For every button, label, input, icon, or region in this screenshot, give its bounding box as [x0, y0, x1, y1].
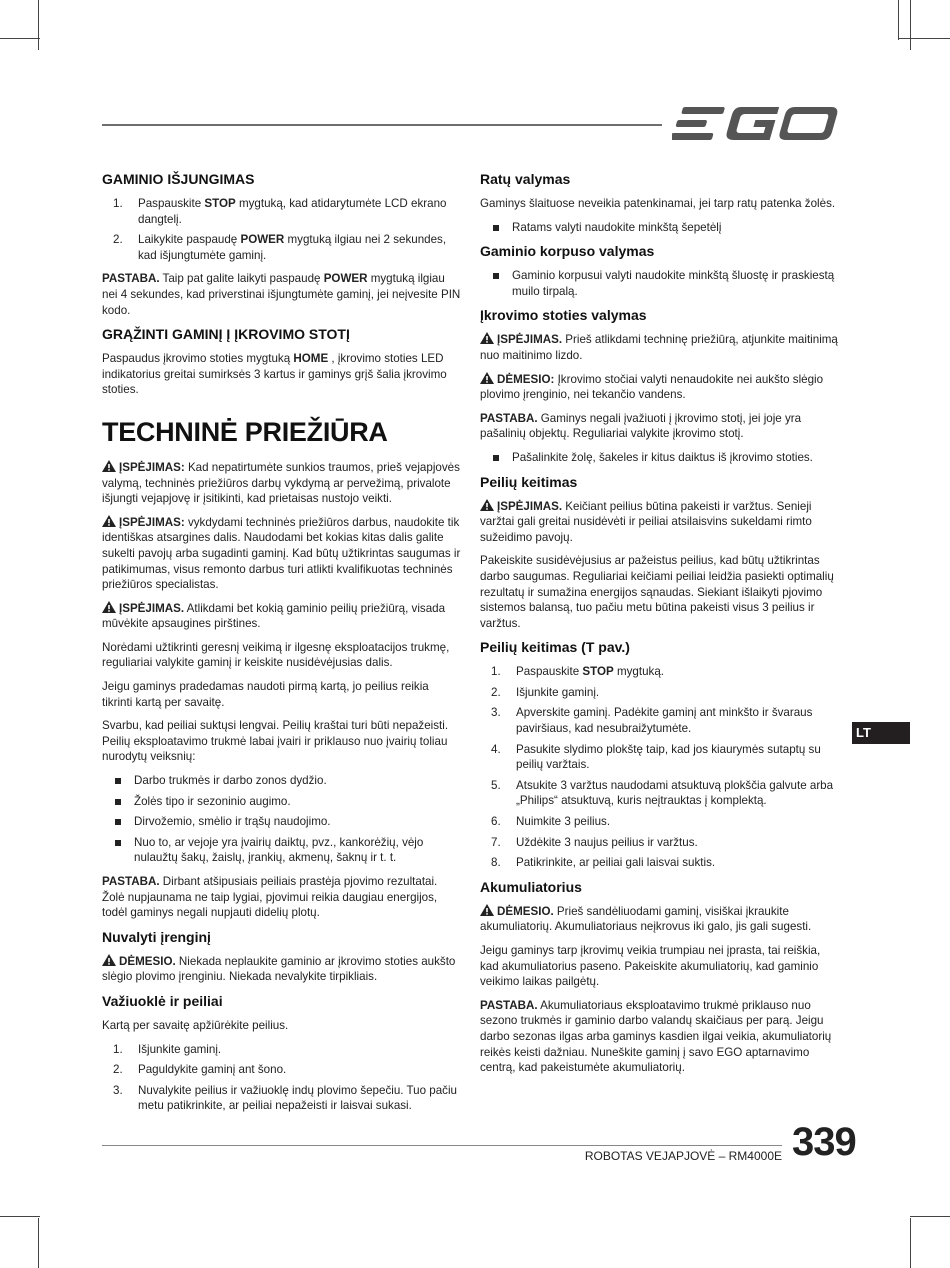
warning-paragraph	[102, 460, 462, 507]
item-text: mygtuką ilgiau nei 2 sekundes, kad išjungtumėte gaminį.	[138, 233, 447, 262]
crop-mark	[910, 0, 911, 50]
item-number: 5.	[491, 778, 501, 792]
square-bullet-icon	[115, 778, 121, 784]
list-item	[480, 814, 842, 830]
section-title: Nuvalyti įrenginį	[102, 928, 211, 945]
warning-paragraph	[480, 372, 842, 403]
square-bullet-icon	[493, 273, 499, 279]
section-title: GAMINIO IŠJUNGIMAS	[102, 171, 255, 187]
note-label: PASTABA.	[102, 272, 160, 286]
crop-mark	[38, 1218, 39, 1268]
list-item	[480, 855, 842, 871]
warning-label: ĮSPĖJIMAS.	[497, 499, 563, 513]
item-bold: POWER	[240, 233, 285, 247]
item-text: Nuo to, ar vejoje yra įvairių daiktų, pvz., kankorėžių, vėjo nulaužtų šakų, žaislų, įrankių, akmenų, šaknų ir t. t.	[134, 835, 424, 865]
list-item	[480, 705, 842, 736]
right-column	[480, 171, 842, 1084]
warning-paragraph	[480, 904, 842, 935]
paragraph: Norėdami užtikrinti geresnį veikimą ir ilgesnę eksploatacijos trukmę, reguliariai valykite gaminį ir keiskite nusidėvėjusias dalis.	[102, 640, 450, 670]
list-item	[102, 773, 462, 789]
section-title: Peilių keitimas (T pav.)	[480, 639, 630, 656]
crop-mark	[0, 38, 40, 39]
warning-label: ĮSPĖJIMAS:	[119, 460, 185, 474]
bullet-list	[480, 450, 842, 466]
list-item	[102, 232, 462, 263]
section-title: Gaminio korpuso valymas	[480, 243, 655, 260]
list-item	[480, 685, 842, 701]
language-tab: LT	[852, 722, 910, 744]
warning-paragraph	[480, 499, 842, 546]
item-bold: STOP	[204, 197, 236, 210]
list-item	[102, 794, 462, 810]
ego-logo-mark	[672, 104, 844, 144]
item-text: mygtuką.	[613, 665, 665, 679]
list-item	[480, 268, 842, 299]
item-text: Dirvožemio, smėlio ir trąšų naudojimo.	[134, 815, 331, 829]
numbered-list	[102, 196, 462, 263]
warning-paragraph	[102, 515, 462, 593]
list-item	[480, 220, 842, 236]
warning-label: ĮSPĖJIMAS.	[119, 601, 185, 615]
note-label: PASTABA.	[480, 998, 538, 1012]
crop-mark	[38, 0, 39, 50]
item-text: Atsukite 3 varžtus naudodami atsuktuvą plokščia galvute arba „Philips“ atsuktuvą, kuris neįtrauktas į komplektą.	[516, 778, 834, 808]
item-number: 8.	[491, 856, 501, 870]
crop-mark	[0, 1216, 40, 1217]
item-text: Gaminio korpusui valyti naudokite minkštą šluostę ir praskiestą muilo tirpalą.	[512, 269, 835, 298]
warning-paragraph	[102, 601, 462, 632]
section-title: GRĄŽINTI GAMINĮ Į ĮKROVIMO STOTĮ	[102, 326, 350, 343]
note-paragraph	[480, 998, 842, 1076]
warning-triangle-icon	[480, 499, 494, 511]
item-text: Žolės tipo ir sezoninio augimo.	[134, 794, 291, 808]
note-paragraph	[480, 411, 842, 442]
warning-triangle-icon	[102, 460, 116, 472]
warning-label: DĖMESIO.	[119, 954, 176, 968]
crop-mark	[910, 1218, 911, 1268]
warning-triangle-icon	[102, 601, 116, 613]
warning-text: vykdydami techninės priežiūros darbus, naudokite tik identiškas atsargines dalis. Naudodami bet kokias kitas dalis galite sukelti pavojų arba sugadinti gaminį. Kad būtų užtikrintas saugumas ir patikimumas, visus remonto darbus turi atlikti kvalifikuotas techninės priežiūros specialistas.	[102, 515, 461, 592]
item-number: 3.	[491, 706, 501, 720]
list-item	[480, 450, 842, 466]
item-number: 3.	[113, 1083, 123, 1097]
paragraph: Svarbu, kad peiliai suktųsi lengvai. Peilių kraštai turi būti nepažeisti. Peilių eksploatavimo trukmė labai įvairi ir priklauso nuo įvairių toliau nurodytų veiksnių:	[102, 719, 449, 764]
item-text: Laikykite paspaudę	[138, 233, 241, 247]
note-text: Gaminys negali įvažiuoti į įkrovimo stotį, jei joje yra pašalinių objektų. Reguliariai valykite įkrovimo stotį.	[480, 411, 802, 441]
numbered-list	[102, 1042, 462, 1114]
crop-mark	[898, 38, 950, 39]
crop-mark	[910, 1216, 950, 1217]
warning-label: DĖMESIO:	[497, 372, 555, 386]
item-text: Pašalinkite žolę, šakeles ir kitus daiktus iš įkrovimo stoties.	[512, 450, 813, 464]
paragraph	[102, 351, 462, 398]
item-number: 6.	[491, 815, 501, 829]
square-bullet-icon	[115, 840, 121, 846]
note-paragraph	[102, 874, 462, 921]
paragraph: Jeigu gaminys pradedamas naudoti pirmą kartą, jo peilius reikia tikrinti kartą per savaitę.	[102, 680, 429, 709]
note-text: Taip pat galite laikyti paspaudę	[159, 272, 324, 286]
item-text: Patikrinkite, ar peiliai gali laisvai suktis.	[516, 856, 716, 870]
note-label: PASTABA.	[480, 411, 538, 425]
item-number: 2.	[491, 685, 501, 699]
main-title: TECHNINĖ PRIEŽIŪRA	[102, 416, 388, 447]
warning-paragraph	[480, 332, 842, 363]
square-bullet-icon	[115, 819, 121, 825]
section-title: Ratų valymas	[480, 171, 571, 187]
list-item	[102, 1042, 462, 1058]
warning-text: Prieš atlikdami techninę priežiūrą, atjunkite maitinimą nuo maitinimo lizdo.	[480, 333, 838, 362]
item-number: 7.	[491, 835, 501, 849]
item-number: 1.	[113, 1042, 123, 1056]
section-title: Važiuoklė ir peiliai	[102, 992, 223, 1009]
item-text: Paguldykite gaminį ant šono.	[138, 1063, 287, 1077]
note-paragraph	[102, 271, 462, 318]
note-text: Akumuliatoriaus eksploatavimo trukmė priklauso nuo sezono trukmės ir gaminio darbo valandų skaičiaus per parą. Jeigu darbo sezonas ilgas arba gaminys kasdien ilgai veikia, akumuliatorių reikės keisti dažniau. Nuneškite gaminį į savo EGO aptarnavimo centrą, kad pakeistumėte akumuliatorių.	[480, 998, 832, 1075]
left-column	[102, 171, 462, 1122]
warning-text: Prieš sandėliuodami gaminį, visiškai įkraukite akumuliatorių. Akumuliatoriaus neįkrovus iki galo, jis gali sugesti.	[480, 904, 812, 934]
note-text: Dirbant atšipusiais peiliais prastėja pjovimo rezultatai. Žolė nupjaunama ne taip lygiai, pjovimui reikia daugiau energijos, todėl gaminys negali nupjauti didelių plotų.	[102, 875, 438, 920]
warning-label: DĖMESIO.	[497, 904, 554, 918]
warning-triangle-icon	[102, 954, 116, 966]
warning-triangle-icon	[480, 372, 494, 384]
warning-text: Įkrovimo stočiai valyti nenaudokite nei aukšto slėgio plovimo įrenginio, nei tekančio vandens.	[480, 372, 824, 402]
square-bullet-icon	[493, 455, 499, 461]
list-item	[102, 196, 462, 227]
section-title: Įkrovimo stoties valymas	[480, 307, 647, 324]
warning-triangle-icon	[102, 515, 116, 527]
paragraph: Jeigu gaminys tarp įkrovimų veikia trumpiau nei įprasta, tai reiškia, kad akumuliatorius paseno. Pakeiskite akumuliatorių, kad gaminio veikimo laikas pailgėtų.	[480, 944, 821, 989]
list-item	[102, 1083, 462, 1114]
item-text: Ratams valyti naudokite minkštą šepetėlį	[512, 220, 722, 234]
ego-logo	[672, 104, 844, 144]
header-rule	[102, 124, 662, 126]
warning-text: Atlikdami bet kokią gaminio peilių priežiūrą, visada mūvėkite apsaugines pirštines.	[102, 601, 446, 631]
warning-text: Keičiant peilius būtina pakeisti ir varžtus. Senieji varžtai gali greitai nusidėvėti ir peiliai atsilaisvins sukeldami rimto sužeidimo pavojų.	[480, 499, 812, 544]
note-text: mygtuką ilgiau nei 4 sekundes, kad priverstinai išjungtumėte gaminį, jei neįvesite PIN kodo.	[102, 272, 461, 317]
item-number: 2.	[113, 1063, 123, 1077]
section-title: Akumuliatorius	[480, 878, 582, 895]
item-text: Išjunkite gaminį.	[138, 1042, 222, 1056]
square-bullet-icon	[115, 799, 121, 805]
warning-text: Kad nepatirtumėte sunkios traumos, prieš vejapjovės valymą, techninės priežiūros darbų vykdymą ar pervežimą, privalote išjungti vejapjovę ir įsitikinti, kad prietaisas nustojo veikti.	[102, 460, 460, 506]
square-bullet-icon	[493, 225, 499, 231]
paragraph: Gaminys šlaituose neveikia patenkinamai, jei tarp ratų patenka žolės.	[480, 197, 836, 210]
list-item	[480, 778, 842, 809]
warning-label: ĮSPĖJIMAS.	[497, 333, 563, 347]
text: Paspaudus įkrovimo stoties mygtuką	[102, 352, 294, 366]
text: , įkrovimo stoties LED indikatorius greitai sumirksės 3 kartus ir gaminys grįš šalia įkrovimo stoties.	[102, 352, 447, 397]
list-item	[480, 664, 842, 680]
warning-triangle-icon	[480, 332, 494, 344]
list-item	[480, 742, 842, 773]
note-label: PASTABA.	[102, 875, 160, 888]
paragraph: Kartą per savaitę apžiūrėkite peilius.	[102, 1018, 289, 1032]
item-text: Apverskite gaminį. Padėkite gaminį ant minkšto ir švaraus paviršiaus, kad nesubraižytumėte.	[516, 706, 813, 736]
crop-mark	[898, 0, 899, 40]
list-item	[102, 1062, 462, 1078]
warning-label: ĮSPĖJIMAS:	[119, 515, 185, 529]
note-bold: POWER	[323, 272, 368, 286]
item-text: Uždėkite 3 naujus peilius ir varžtus.	[516, 835, 698, 849]
warning-text: Niekada neplaukite gaminio ar įkrovimo stoties aukšto slėgio plovimo įrenginiu. Niekada nevalykite tirpikliais.	[102, 954, 456, 984]
item-bold: STOP	[582, 665, 614, 679]
warning-paragraph	[102, 954, 462, 985]
numbered-list	[480, 664, 842, 871]
paragraph: Pakeiskite susidėvėjusius ar pažeistus peilius, kad būtų užtikrintas darbo saugumas. Reguliariai keičiami peiliai leidžia pasiekti optimalių rezultatų ir sumažina energijos sąnaudas. Siekiant išlaikyti pjovimo sistemos balansą, tuo pačiu metu būtina pakeisti visus 3 peilius ir varžtus.	[480, 554, 834, 630]
page-number: 339	[792, 1120, 856, 1164]
section-title: Peilių keitimas	[480, 473, 578, 490]
bold-text: HOME	[293, 352, 329, 366]
item-text: Darbo trukmės ir darbo zonos dydžio.	[134, 774, 327, 788]
bullet-list	[480, 220, 842, 236]
item-text: mygtuką, kad atidarytumėte LCD ekrano dangtelį.	[138, 197, 447, 226]
bullet-list	[480, 268, 842, 299]
item-text: Paspauskite	[516, 665, 583, 679]
item-text: Nuvalykite peilius ir važiuoklę indų plovimo šepečiu. Tuo pačiu metu patikrinkite, ar peiliai nepažeisti ir laisvai sukasi.	[138, 1083, 457, 1113]
footer-title: ROBOTAS VEJAPJOVĖ – RM4000E	[584, 1149, 782, 1163]
list-item	[480, 835, 842, 851]
list-item	[102, 835, 462, 866]
item-text: Pasukite slydimo plokštę taip, kad jos kiaurymės sutaptų su peilių varžtais.	[516, 742, 821, 772]
item-number: 2.	[113, 233, 123, 247]
bullet-list	[102, 773, 462, 866]
item-text: Nuimkite 3 peilius.	[516, 815, 611, 829]
item-text: Paspauskite	[138, 197, 205, 210]
list-item	[102, 814, 462, 830]
item-number: 4.	[491, 742, 501, 756]
item-number: 1.	[491, 665, 501, 679]
footer-rule	[102, 1145, 782, 1146]
warning-triangle-icon	[480, 904, 494, 916]
item-number: 1.	[113, 197, 123, 210]
item-text: Išjunkite gaminį.	[516, 685, 600, 699]
